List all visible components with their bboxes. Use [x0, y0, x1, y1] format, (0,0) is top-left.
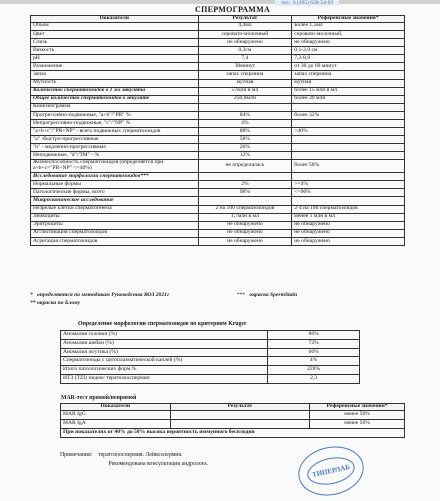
row-reference: Более 1,5мл: [292, 22, 405, 30]
row-reference: менее 1 млн в мл: [292, 213, 405, 221]
row-result: 57млн в мл: [198, 87, 292, 95]
row-label: Количество сперматозоидов в 1 мл эякулята: [31, 87, 199, 95]
row-result: 84%: [198, 111, 292, 119]
table-row: [31, 111, 405, 119]
kruger-value: 2,3: [268, 374, 360, 383]
row-label: Патологические формы, всего: [31, 189, 199, 197]
row-result: 2%: [198, 181, 292, 189]
table-row: [61, 419, 405, 428]
row-result: 12%: [198, 152, 292, 160]
kruger-label: Итого патологических форм,%: [61, 366, 268, 375]
kruger-title: Определение морфологии сперматозоидов по критериям Kruger: [78, 321, 247, 327]
row-reference: более 32%: [292, 111, 405, 119]
row-result: 98%: [198, 189, 292, 197]
table-row: [31, 221, 405, 229]
kruger-value: 86%: [268, 331, 360, 340]
row-label: Запах: [31, 71, 199, 79]
row-label: Разжижение: [31, 63, 199, 71]
mar-result: [170, 410, 310, 419]
row-reference: [292, 119, 405, 127]
row-label: Агрегация сперматозоидов: [31, 237, 199, 245]
row-result: 4,4мл: [198, 22, 292, 30]
table-row: [31, 237, 405, 245]
row-label: Цвет: [31, 30, 199, 38]
row-reference: 2-4 на 100 сперматозоидов: [292, 205, 405, 213]
mar-table: [60, 403, 405, 438]
table-row: [31, 71, 405, 79]
table-header-row: [61, 404, 405, 411]
column-header: Референсные значения*: [310, 404, 405, 411]
row-reference: 0,1-2,0 см: [292, 47, 405, 55]
row-result: запах спермина: [198, 71, 292, 79]
row-label: Жизнеспособность сперматозоидов (определяется при a+b+c="PR+NP" <=40%): [31, 160, 199, 173]
row-result: 26%: [198, 144, 292, 152]
table-row: [31, 181, 405, 189]
table-row: [31, 79, 405, 87]
phone-number: тел.: 8 (495) 638-54-03: [275, 0, 339, 6]
conclusion-line-2: Рекомендована консультация андролога.: [108, 461, 209, 467]
row-result: 250,8млн: [198, 95, 292, 103]
stamp-text: ТИПЕРЛАБ: [305, 453, 357, 488]
mar-reference: менее 50%: [310, 419, 405, 428]
row-reference: серовато-молочный,: [292, 30, 405, 38]
row-label: Эритроциты: [31, 221, 199, 229]
row-reference: более 39 млн: [292, 95, 405, 103]
row-reference: 7,2-8,0: [292, 55, 405, 63]
row-result: 7,4: [198, 55, 292, 63]
table-row: [61, 331, 360, 340]
table-row: [31, 205, 405, 213]
kruger-value: 228%: [268, 366, 360, 375]
row-result: серовато-молочный: [198, 30, 292, 38]
top-strip: [0, 0, 440, 4]
row-result: не обнаружено: [198, 237, 292, 245]
row-result: 4%: [198, 119, 292, 127]
column-header: Показатели: [31, 16, 199, 23]
row-reference: более 58%: [292, 160, 405, 173]
kruger-value: 72%: [268, 339, 360, 348]
table-row: [31, 30, 405, 38]
row-result: 1,7млн в мл: [198, 213, 292, 221]
kruger-label: Сперматозоиды с цитоплазматической каплей (%): [61, 357, 268, 366]
table-row: [61, 348, 360, 357]
row-result: 2 на 100 сперматозоидов: [198, 205, 292, 213]
table-row: [31, 173, 405, 181]
table-row: [31, 39, 405, 47]
row-reference: не обнаружено: [292, 229, 405, 237]
row-result: не определялась: [198, 160, 292, 173]
table-row: [31, 160, 405, 173]
table-row: [61, 410, 405, 419]
row-result: 0,3см: [198, 47, 292, 55]
row-reference: [292, 103, 405, 111]
row-label: Слизь: [31, 39, 199, 47]
row-label: Общее количество сперматозоидов в эякуляте: [31, 95, 199, 103]
row-result: 58%: [198, 136, 292, 144]
note-stars3: ***: [236, 292, 246, 298]
conclusion-label: Примечания:: [60, 452, 93, 458]
row-reference: более 15 млн в мл: [292, 87, 405, 95]
column-header: Показатели: [61, 404, 171, 411]
column-header: Референсные значения*: [292, 16, 405, 23]
row-reference: >=4%: [292, 181, 405, 189]
row-result: 30минут: [198, 63, 292, 71]
row-result: мутная: [198, 79, 292, 87]
row-reference: <=96%: [292, 189, 405, 197]
table-row: [31, 87, 405, 95]
row-reference: [292, 197, 405, 205]
table-row: [61, 357, 360, 366]
row-result: не обнаружено: [198, 221, 292, 229]
row-label: Кинезиограмма: [31, 103, 199, 111]
row-label: Объем: [31, 22, 199, 30]
kruger-label: Аномалия головки (%): [61, 331, 268, 340]
row-label: Нормальные формы: [31, 181, 199, 189]
row-label: Непрогрессивно-подвижные, "c"/"NP" %: [31, 119, 199, 127]
kruger-table: [60, 330, 360, 384]
table-row: [31, 144, 405, 152]
row-label: Агглютинация сперматозоидов: [31, 229, 199, 237]
mar-title: MAR-тест прямой/непрямой: [61, 395, 137, 401]
row-label: pH: [31, 55, 199, 63]
kruger-value: 66%: [268, 348, 360, 357]
row-label: "b" - медленно-прогрессивные: [31, 144, 199, 152]
table-row: [61, 366, 360, 375]
conclusion-line-1: тератозооспермия. Лейкоспермия.: [98, 452, 183, 458]
mar-footnote-row: [61, 428, 405, 437]
column-header: Результат: [170, 404, 310, 411]
row-label: Незрелые клетки сперматогенеза: [31, 205, 199, 213]
table-row: [61, 374, 360, 383]
conclusion: [60, 452, 208, 470]
note-blom: ** окраска по Блому: [30, 300, 81, 306]
mar-label: MAR IgA: [61, 419, 171, 428]
table-row: [31, 197, 405, 205]
note-spermstain: окраска SpermStain: [249, 292, 298, 298]
lab-stamp: [294, 441, 369, 501]
row-label: Лейкоциты: [31, 213, 199, 221]
kruger-label: ИТЗ (TZI) индекс тератозооспермии: [61, 374, 268, 383]
note-star: *: [30, 292, 33, 298]
row-label: Прогрессивно-подвижные, "a+b"/"PR" %: [31, 111, 199, 119]
table-row: [31, 47, 405, 55]
row-result: [198, 103, 292, 111]
row-reference: >40%: [292, 128, 405, 136]
row-reference: мутная: [292, 79, 405, 87]
row-result: [198, 197, 292, 205]
row-reference: не обнаружено: [292, 39, 405, 47]
note-who: определяются по методикам Руководства ВОЗ 2021г: [37, 292, 170, 298]
row-reference: [292, 136, 405, 144]
row-reference: [292, 173, 405, 181]
kruger-label: Аномалия шейки (%): [61, 339, 268, 348]
row-reference: [292, 144, 405, 152]
notes: [30, 292, 297, 308]
row-result: не обнаружено: [198, 39, 292, 47]
table-row: [31, 128, 405, 136]
row-result: 88%: [198, 128, 292, 136]
row-reference: от 30 до 60 минут: [292, 63, 405, 71]
table-row: [31, 189, 405, 197]
table-row: [31, 136, 405, 144]
row-label: Неподвижные, "d"/"IM" - %: [31, 152, 199, 160]
row-label: Исследование морфологии сперматозоидов***: [31, 173, 199, 181]
table-row: [31, 103, 405, 111]
table-row: [31, 95, 405, 103]
row-label: Вязкость: [31, 47, 199, 55]
kruger-label: Аномалия жгутика (%): [61, 348, 268, 357]
kruger-value: 4%: [268, 357, 360, 366]
row-reference: [292, 152, 405, 160]
row-reference: запах спермина: [292, 71, 405, 79]
table-row: [31, 63, 405, 71]
page-title: СПЕРМОГРАММА: [195, 5, 271, 14]
mar-result: [170, 419, 310, 428]
row-label: "a+b+c"/"PR+NP" - всего подвижных сперматозоидов: [31, 128, 199, 136]
row-label: "a" -быстро-прогрессивные: [31, 136, 199, 144]
column-header: Результат: [198, 16, 292, 23]
row-label: Микроскопическое исследование: [31, 197, 199, 205]
mar-label: MAR IgG: [61, 410, 171, 419]
spermogram-table: [30, 15, 405, 246]
mar-reference: менее 50%: [310, 410, 405, 419]
row-label: Мутность: [31, 79, 199, 87]
table-row: [61, 339, 360, 348]
table-row: [31, 22, 405, 30]
table-row: [31, 119, 405, 127]
table-row: [31, 55, 405, 63]
table-row: [31, 213, 405, 221]
row-result: не обнаружено: [198, 229, 292, 237]
table-header-row: [31, 16, 405, 23]
row-reference: не обнаружено: [292, 221, 405, 229]
table-row: [31, 229, 405, 237]
row-result: [198, 173, 292, 181]
mar-footnote: При показателях от 40% до 50% высока вероятность иммунного бесплодия: [61, 428, 405, 437]
row-reference: не обнаружено: [292, 237, 405, 245]
